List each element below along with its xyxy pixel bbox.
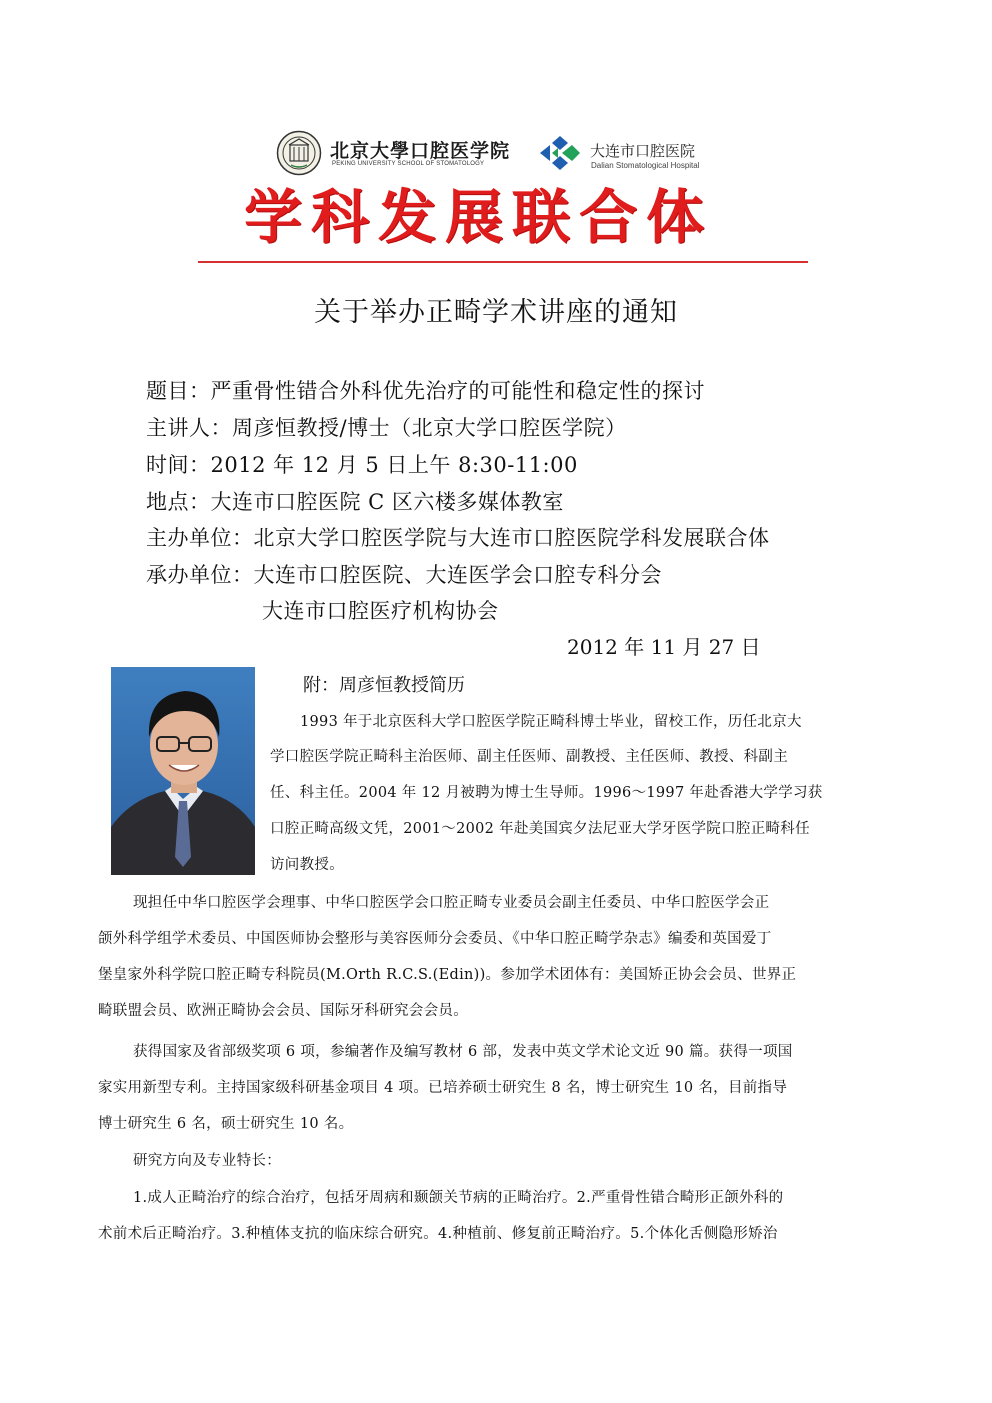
topic-line: 题目：严重骨性错合外科优先治疗的可能性和稳定性的探讨 (146, 379, 705, 403)
speaker-portrait (111, 667, 255, 875)
organizer-line: 承办单位：大连市口腔医院、大连医学会口腔专科分会 (146, 563, 662, 587)
bio-para2-line: 颌外科学组学术委员、中国医师协会整形与美容医师分会委员、《中华口腔正畸学杂志》编委和英国爱丁 (98, 931, 772, 947)
bio-para2-line: 现担任中华口腔医学会理事、中华口腔医学会口腔正畸专业委员会副主任委员、中华口腔医学会正 (133, 895, 770, 911)
bio-line: 任、科主任。2004 年 12 月被聘为博士生导师。1996～1997 年赴香港大学学习获 (270, 785, 823, 801)
bio-line: 1993 年于北京医科大学口腔医学院正畸科博士毕业，留校工作，历任北京大 (300, 714, 802, 730)
research-line: 术前术后正畸治疗。3.种植体支抗的临床综合研究。4.种植前、修复前正畸治疗。5.个体化舌侧隐形矫治 (98, 1226, 778, 1242)
banner-title: 学科发展联合体 (244, 183, 714, 251)
header-logos (270, 128, 730, 178)
bio-line: 访问教授。 (270, 857, 344, 873)
dalian-hospital-name: 大连市口腔医院 (590, 142, 696, 160)
notice-date: 2012 年 11 月 27 日 (567, 635, 761, 659)
pku-seal-icon (276, 130, 322, 176)
research-title: 研究方向及专业特长： (133, 1153, 281, 1169)
bio-line: 口腔正畸高级文凭，2001～2002 年赴美国宾夕法尼亚大学牙医学院口腔正畸科任 (270, 821, 810, 837)
dalian-hospital-logo-icon (538, 134, 582, 172)
bio-para2-line: 畸联盟会员、欧洲正畸协会会员、国际牙科研究会会员。 (98, 1003, 468, 1019)
pku-english-name: PEKING UNIVERSITY SCHOOL OF STOMATOLOGY (332, 161, 485, 167)
notice-title: 关于举办正畸学术讲座的通知 (314, 297, 678, 328)
research-line: 1.成人正畸治疗的综合治疗，包括牙周病和颞颌关节病的正畸治疗。2.严重骨性错合畸形正颌外科的 (133, 1190, 784, 1206)
speaker-line: 主讲人：周彦恒教授/博士（北京大学口腔医学院） (146, 416, 627, 440)
header-divider (198, 261, 808, 263)
pku-name: 北京大學口腔医学院 (330, 140, 511, 162)
organizer-line-2: 大连市口腔医疗机构协会 (262, 599, 499, 623)
bio-line: 学口腔医学院正畸科主治医师、副主任医师、副教授、主任医师、教授、科副主 (270, 749, 788, 765)
bio-para3-line: 获得国家及省部级奖项 6 项，参编著作及编写教材 6 部，发表中英文学术论文近 90 篇。获得一项国 (133, 1044, 793, 1060)
bio-para3-line: 博士研究生 6 名，硕士研究生 10 名。 (98, 1116, 354, 1132)
bio-title: 附：周彦恒教授简历 (303, 675, 465, 696)
bio-para3-line: 家实用新型专利。主持国家级科研基金项目 4 项。已培养硕士研究生 8 名，博士研究生 10 名，目前指导 (98, 1080, 788, 1096)
time-line: 时间：2012 年 12 月 5 日上午 8:30-11:00 (146, 453, 578, 477)
host-line: 主办单位：北京大学口腔医学院与大连市口腔医院学科发展联合体 (146, 526, 770, 550)
bio-para2-line: 堡皇家外科学院口腔正畸专科院员(M.Orth R.C.S.(Edin))。参加学术团体有：美国矫正协会会员、世界正 (98, 967, 797, 983)
place-line: 地点：大连市口腔医院 C 区六楼多媒体教室 (146, 490, 564, 514)
dalian-hospital-english-name: Dalian Stomatological Hospital (591, 161, 700, 170)
